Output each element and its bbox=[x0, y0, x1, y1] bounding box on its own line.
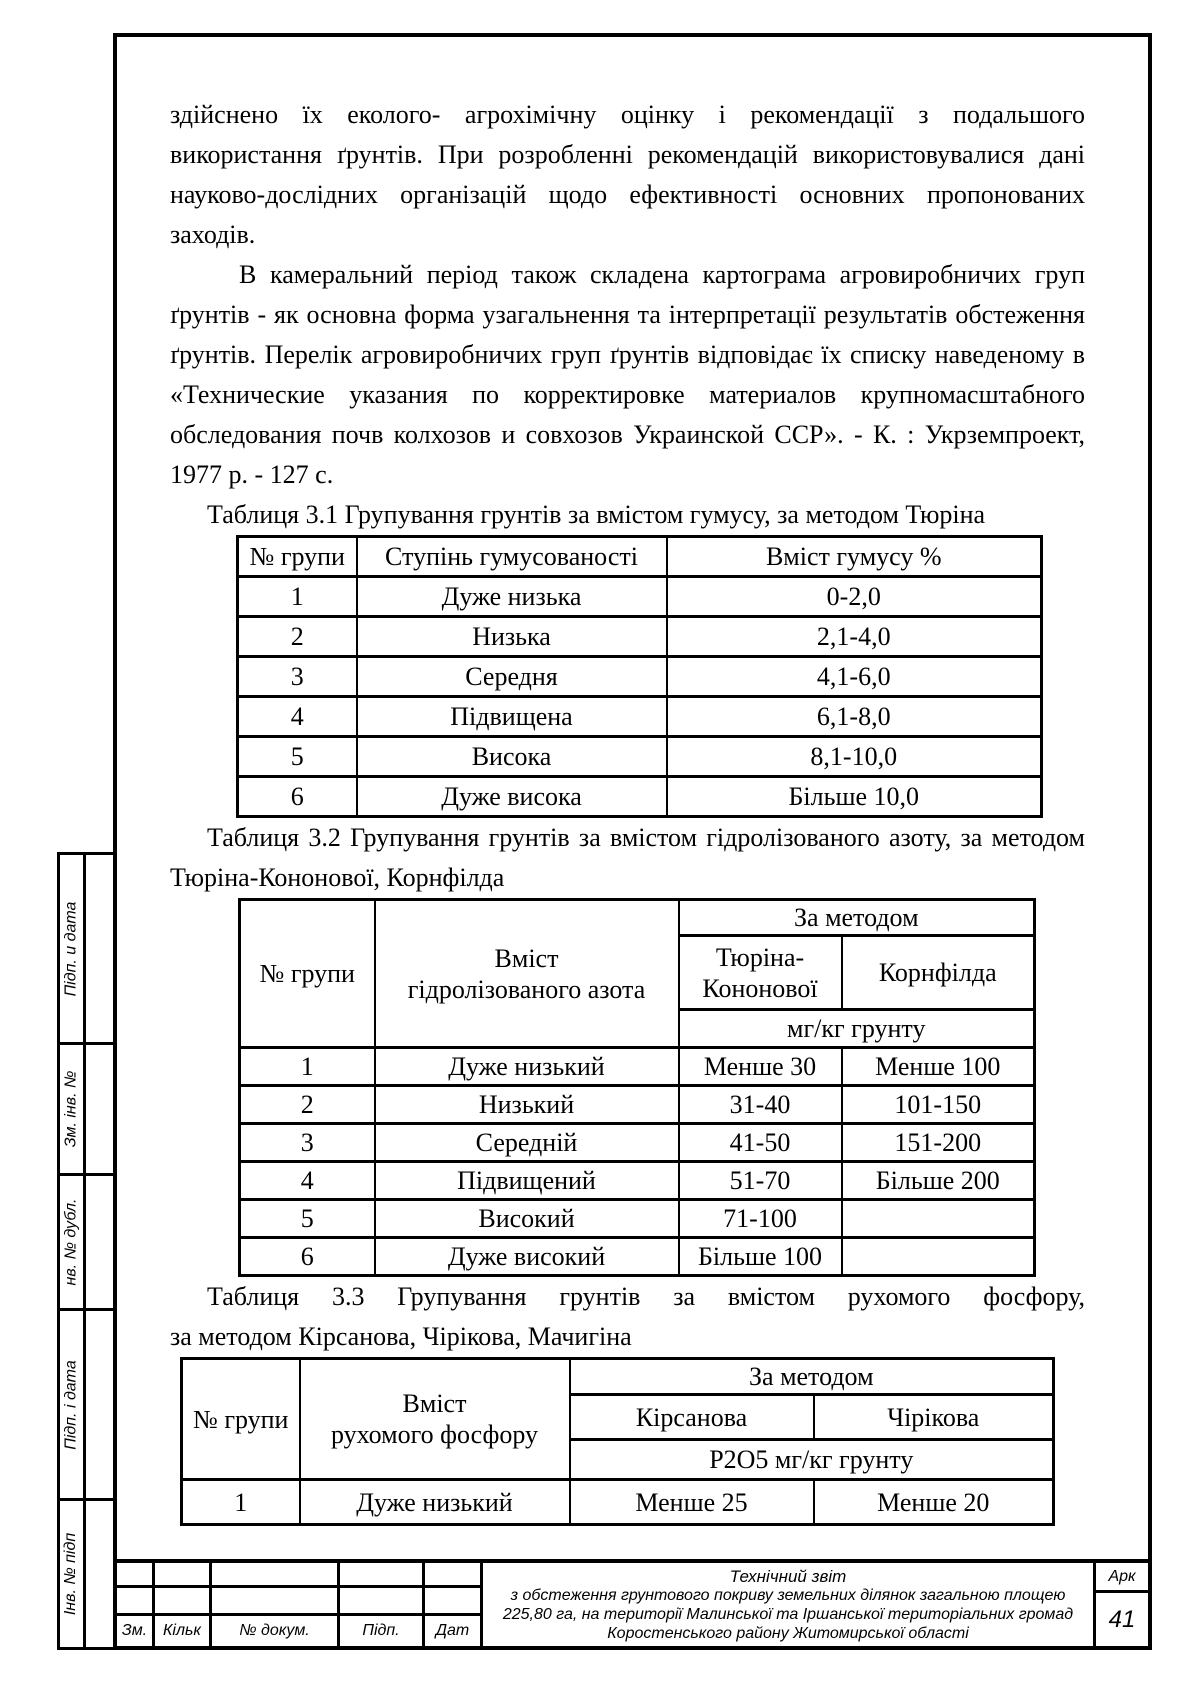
table-header-cell: № групи bbox=[240, 900, 375, 1048]
stamp-label-zm: Зм. bbox=[117, 1616, 155, 1646]
table-header-cell: Тюріна-Кононової bbox=[679, 936, 842, 1010]
table-cell: 5 bbox=[238, 737, 357, 777]
table-cell: Низька bbox=[357, 617, 667, 657]
table-cell: 101-150 bbox=[842, 1086, 1035, 1124]
table-row bbox=[238, 697, 1042, 737]
table-row bbox=[238, 657, 1042, 697]
table-cell: Більше 10,0 bbox=[667, 777, 1042, 817]
title-block bbox=[117, 1559, 1148, 1646]
table-cell: Дуже низький bbox=[375, 1048, 679, 1086]
table-cell: Більше 100 bbox=[679, 1238, 842, 1276]
table-row bbox=[238, 577, 1042, 617]
table-caption-3-3-line1: Таблиця 3.3 Групування грунтів за вмістом рухомого фосфору, bbox=[207, 1282, 1085, 1311]
stamp-label-dat: Дат bbox=[425, 1616, 483, 1646]
sidebar-cell bbox=[60, 1045, 113, 1176]
table-cell: 41-50 bbox=[679, 1124, 842, 1162]
sidebar-label-pidp-i-data: Підп. і дата bbox=[62, 1359, 80, 1450]
stamp-cell bbox=[340, 1563, 425, 1588]
table-cell: 2,1-4,0 bbox=[667, 617, 1042, 657]
table-cell: 6,1-8,0 bbox=[667, 697, 1042, 737]
sidebar-label-nv-dubl: нв. № дубл. bbox=[62, 1198, 80, 1286]
table-header-row bbox=[182, 1359, 1054, 1395]
table-cell: Дуже низька bbox=[357, 577, 667, 617]
table-row bbox=[240, 1048, 1035, 1086]
stamp-cell bbox=[425, 1588, 483, 1616]
table-cell: Менше 100 bbox=[842, 1048, 1035, 1086]
table-cell: 6 bbox=[240, 1238, 375, 1276]
stamp-cell bbox=[212, 1588, 340, 1616]
report-title-line: з обстеження грунтового покриву земельних ділянок загальною площею bbox=[510, 1586, 1066, 1604]
table-cell: 2 bbox=[240, 1086, 375, 1124]
table-header-cell: Кірсанова bbox=[570, 1395, 814, 1440]
table-cell: 4,1-6,0 bbox=[667, 657, 1042, 697]
table-cell: 1 bbox=[238, 577, 357, 617]
sidebar-label-zm-inv: Зм. інв. № bbox=[62, 1070, 80, 1148]
table-header-cell: Чірікова bbox=[814, 1395, 1054, 1440]
phosphorus-table bbox=[180, 1357, 1055, 1526]
table-header-cell: Р2О5 мг/кг грунту bbox=[570, 1440, 1054, 1480]
table-row bbox=[240, 1200, 1035, 1238]
sidebar-blank-cell bbox=[86, 1501, 113, 1647]
nitrogen-table bbox=[238, 898, 1036, 1277]
table-cell: Менше 30 bbox=[679, 1048, 842, 1086]
table-cell: 0-2,0 bbox=[667, 577, 1042, 617]
table-header-row bbox=[240, 900, 1035, 936]
table-cell: Низький bbox=[375, 1086, 679, 1124]
sheet-number: 41 bbox=[1108, 1605, 1136, 1633]
table-cell bbox=[842, 1200, 1035, 1238]
document-frame bbox=[113, 33, 1152, 1650]
table-cell: 4 bbox=[240, 1162, 375, 1200]
table-cell: 3 bbox=[240, 1124, 375, 1162]
stamp-cell bbox=[425, 1563, 483, 1588]
report-title-line: 225,80 га, на території Малинської та Іршанської територіальних громад bbox=[502, 1605, 1074, 1623]
table-row bbox=[240, 1162, 1035, 1200]
table-cell: 5 bbox=[240, 1200, 375, 1238]
paragraph: здійснено їх еколого- агрохімічну оцінку і рекомендації з подальшого використання ґрунтів. При розробленні рекомендацій використовувалися дані науково-дослідних організацій щодо ефективності основних пропонованих заходів. bbox=[170, 100, 1085, 249]
sidebar-cell bbox=[60, 1176, 113, 1311]
stamp-cell bbox=[212, 1563, 340, 1588]
stamp-cell bbox=[155, 1563, 212, 1588]
table-header-cell: Вміст рухомого фосфору bbox=[300, 1359, 570, 1480]
table-cell: Дуже високий bbox=[375, 1238, 679, 1276]
table-header-cell: № групи bbox=[182, 1359, 300, 1480]
table-cell: Менше 25 bbox=[570, 1480, 814, 1525]
sidebar-blank-cell bbox=[86, 1311, 113, 1498]
table-caption-3-1: Таблиця 3.1 Групування грунтів за вмістом гумусу, за методом Тюріна bbox=[207, 500, 986, 529]
stamp-label-kilk: Кільк bbox=[155, 1616, 212, 1646]
sidebar-label-inv-pidp: Інв. № підп bbox=[62, 1532, 80, 1616]
table-cell: 4 bbox=[238, 697, 357, 737]
table-row bbox=[240, 1238, 1035, 1276]
table-caption-3-2-line2: Тюріна-Кононової, Корнфілда bbox=[170, 863, 505, 892]
stamp-cell bbox=[155, 1588, 212, 1616]
table-header-cell: За методом bbox=[570, 1359, 1054, 1395]
report-title-line: Технічний звіт bbox=[729, 1566, 847, 1586]
table-cell: Підвищена bbox=[357, 697, 667, 737]
table-row bbox=[240, 1124, 1035, 1162]
report-title bbox=[483, 1563, 1096, 1646]
table-row bbox=[238, 617, 1042, 657]
stamp-cell bbox=[117, 1563, 155, 1588]
table-cell: Менше 20 bbox=[814, 1480, 1054, 1525]
stamp-label-pidp: Підп. bbox=[340, 1616, 425, 1646]
table-cell: 2 bbox=[238, 617, 357, 657]
table-header-cell: мг/кг грунту bbox=[679, 1010, 1035, 1048]
paragraph: В камеральний період також складена картограма агровиробничих груп ґрунтів - як основна форма узагальнення та інтерпретації результатів обстеження ґрунтів. Перелік агровиробничих груп ґрунтів відповідає їх списку наведеному в «Технические указания по корректировке материалов крупномасштабного обследования почв колхозов и совхозов Украинской ССР». - К. : Укрземпроект, 1977 р. - 127 с. bbox=[170, 260, 1085, 489]
table-row bbox=[238, 737, 1042, 777]
table-cell: 51-70 bbox=[679, 1162, 842, 1200]
sidebar-blank-cell bbox=[86, 855, 113, 1042]
sidebar-cell bbox=[60, 1501, 113, 1647]
table-cell: Підвищений bbox=[375, 1162, 679, 1200]
table-caption-3-2-line1: Таблиця 3.2 Групування грунтів за вмістом гідролізованого азоту, за методом bbox=[207, 823, 1085, 852]
table-cell: Дуже низький bbox=[300, 1480, 570, 1525]
table-header-cell: Вміст гідролізованого азота bbox=[375, 900, 679, 1048]
sidebar-cell bbox=[60, 1311, 113, 1501]
humus-table bbox=[236, 535, 1043, 818]
attachment-column bbox=[57, 852, 113, 1650]
table-cell bbox=[842, 1238, 1035, 1276]
stamp-cell bbox=[117, 1588, 155, 1616]
title-block-grid bbox=[117, 1563, 483, 1646]
table-cell: 3 bbox=[238, 657, 357, 697]
report-title-line: Коростенського району Житомирської області bbox=[607, 1624, 969, 1642]
table-cell: Високий bbox=[375, 1200, 679, 1238]
table-row bbox=[238, 777, 1042, 817]
sheet-block bbox=[1096, 1563, 1148, 1646]
table-caption-3-3-line2: за методом Кірсанова, Чірікова, Мачигіна bbox=[170, 1322, 632, 1351]
table-cell: 8,1-10,0 bbox=[667, 737, 1042, 777]
table-header-row bbox=[238, 537, 1042, 577]
document-body bbox=[170, 95, 1085, 1526]
table-header-cell: Вміст гумусу % bbox=[667, 537, 1042, 577]
stamp-cell bbox=[340, 1588, 425, 1616]
table-header-cell: № групи bbox=[238, 537, 357, 577]
sidebar-blank-cell bbox=[86, 1045, 113, 1173]
table-cell: Більше 200 bbox=[842, 1162, 1035, 1200]
table-cell: Дуже висока bbox=[357, 777, 667, 817]
table-header-cell: Корнфілда bbox=[842, 936, 1035, 1010]
stamp-label-dokum: № докум. bbox=[212, 1616, 340, 1646]
sidebar-label-pidp-y-data: Підп. и дата bbox=[62, 901, 80, 996]
sidebar-blank-cell bbox=[86, 1176, 113, 1308]
table-cell: Середній bbox=[375, 1124, 679, 1162]
table-cell: 151-200 bbox=[842, 1124, 1035, 1162]
table-cell: 1 bbox=[240, 1048, 375, 1086]
table-row bbox=[240, 1086, 1035, 1124]
table-cell: 1 bbox=[182, 1480, 300, 1525]
table-header-cell: За методом bbox=[679, 900, 1035, 936]
table-header-cell: Ступінь гумусованості bbox=[357, 537, 667, 577]
table-cell: 6 bbox=[238, 777, 357, 817]
sidebar-cell bbox=[60, 855, 113, 1045]
sheet-label: Арк bbox=[1096, 1563, 1148, 1593]
table-cell: 71-100 bbox=[679, 1200, 842, 1238]
table-row bbox=[182, 1480, 1054, 1525]
table-cell: Висока bbox=[357, 737, 667, 777]
table-cell: 31-40 bbox=[679, 1086, 842, 1124]
table-cell: Середня bbox=[357, 657, 667, 697]
